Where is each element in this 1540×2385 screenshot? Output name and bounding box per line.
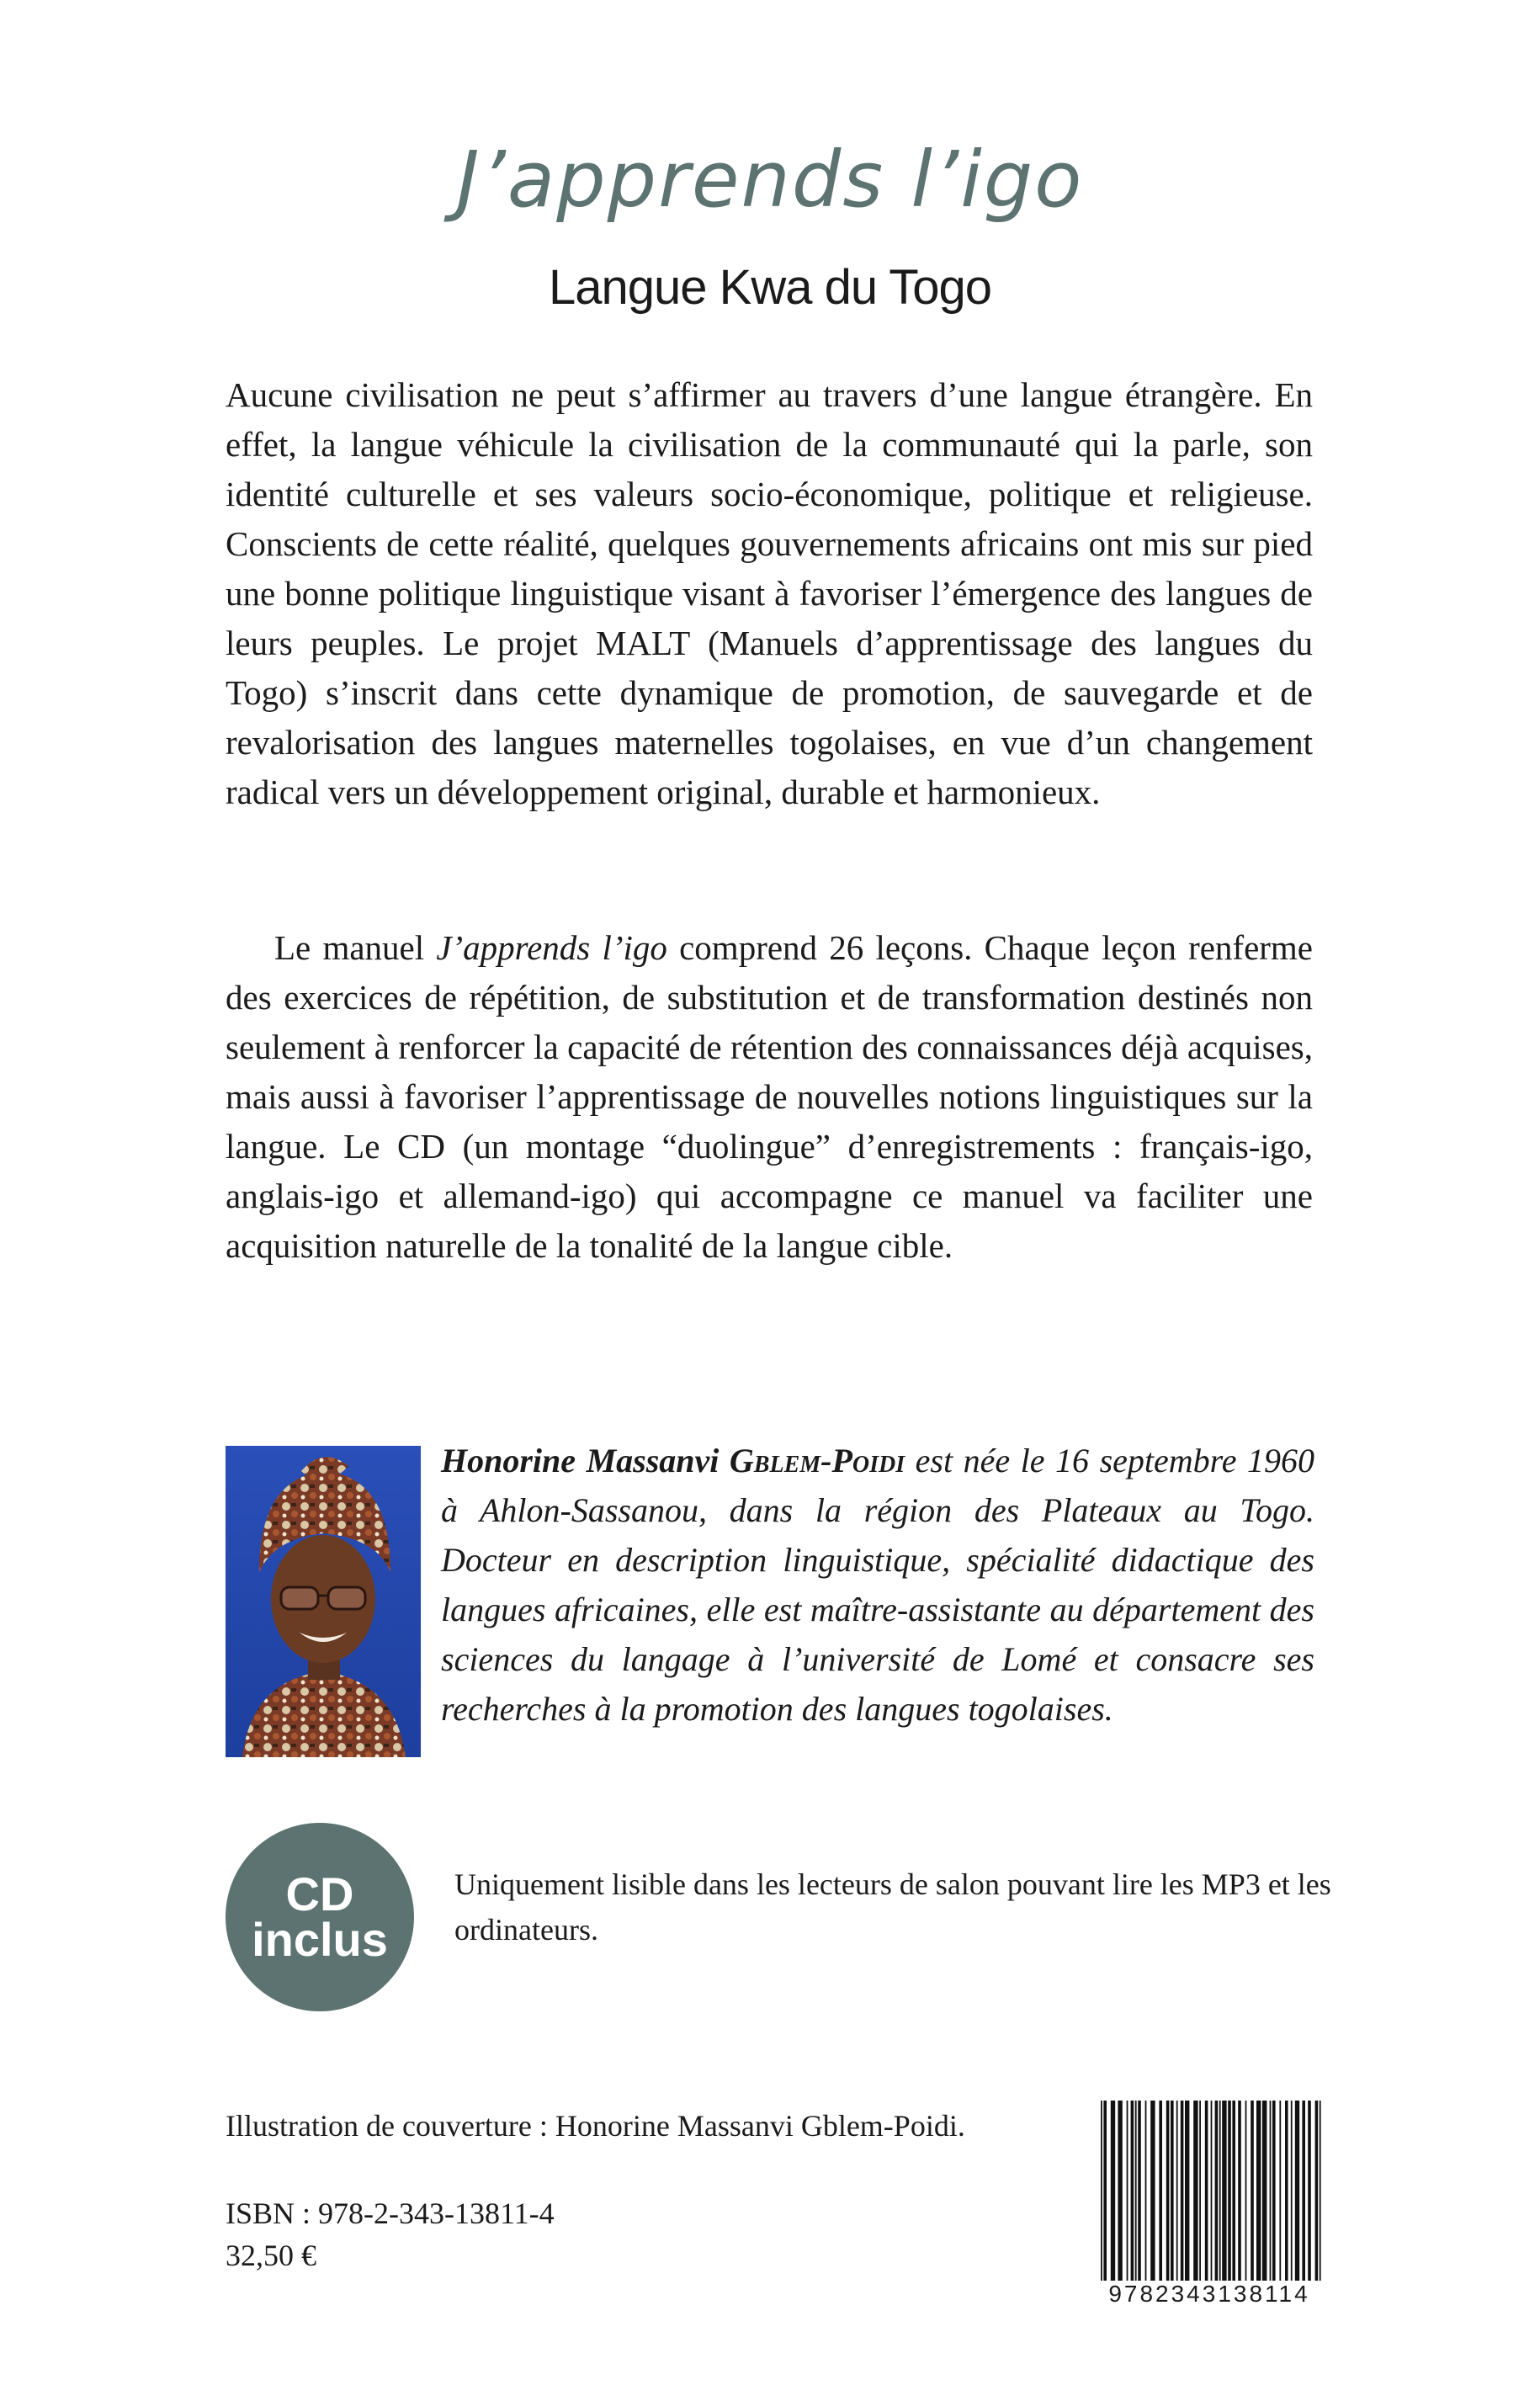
book-subtitle: Langue Kwa du Togo [549,260,991,315]
barcode-bar [1150,2101,1155,2281]
barcode-bar [1185,2101,1189,2281]
barcode-bar [1272,2101,1276,2281]
barcode-bar [1245,2101,1247,2281]
barcode-bar [1211,2101,1213,2281]
barcode-bar [1103,2101,1107,2281]
barcode-bar [1199,2101,1201,2281]
cd-badge-line2: inclus [252,1913,388,1966]
barcode-bar [1138,2101,1141,2281]
barcode-bar [1118,2101,1122,2281]
cd-included-badge [226,1823,414,2011]
barcode-bar [1171,2101,1174,2281]
barcode-bar [1232,2101,1235,2281]
barcode-bar [1295,2101,1299,2281]
barcode-bar [1320,2101,1321,2281]
barcode-bar [1193,2101,1197,2281]
barcode-bar [1262,2101,1267,2281]
author-portrait-illustration [226,1446,421,1757]
intro-paragraph: Aucune civilisation ne peut s’affirmer au travers d’une langue étrangère. En effet, la langue véhicule la civilisation de la communauté qui la parle, son identité culturelle et ses valeurs socio-économique, politique et religieuse. Conscients de cette réalité, quelques gouvernements africains ont mis sur pied une bonne politique linguistique visant à favoriser l’émergence des langues de leurs peuples. Le projet MALT (Manuels d’apprentissage des langues du Togo) s’inscrit dans cette dynamique de promotion, de sauvegarde et de revalorisation des langues maternelles togolaises, en vue d’un changement radical vers un développement original, durable et harmonieux. [226,375,1313,811]
author-photo [226,1446,421,1757]
barcode-bar [1228,2101,1231,2281]
cd-compatibility-note: Uniquement lisible dans les lecteurs de salon pouvant lire les MP3 et les ordinateurs. [454,1867,1331,1947]
barcode [1097,2101,1323,2281]
barcode-bar [1205,2101,1208,2281]
barcode-bar [1270,2101,1272,2281]
barcode-bar [1166,2101,1170,2281]
barcode-bar [1285,2101,1288,2281]
barcode-bar [1159,2101,1162,2281]
author-bio [441,1436,1314,1734]
barcode-bar [1135,2101,1137,2281]
barcode-bar [1111,2101,1115,2281]
barcode-bar [1176,2101,1178,2281]
inline-book-title: J’apprends l’igo [436,928,667,967]
barcode-bar [1131,2101,1134,2281]
manual-description-paragraph [226,923,1313,1271]
barcode-digits: 9782343138114 [1108,2281,1310,2307]
barcode-bar [1238,2101,1241,2281]
cover-illustration-credit: Illustration de couverture : Honorine Massanvi Gblem-Poidi. [226,2109,965,2143]
author-first-names: Honorine Massanvi [441,1442,730,1479]
barcode-bar [1222,2101,1226,2281]
barcode-bar [1256,2101,1261,2281]
author-name [441,1442,905,1479]
isbn: ISBN : 978-2-343-13811-4 [226,2196,555,2230]
cd-badge-line1: CD [285,1867,354,1920]
barcode-bar [1101,2101,1102,2281]
barcode-bar [1127,2101,1128,2281]
barcode-bar [1279,2101,1281,2281]
barcode-bar [1219,2101,1221,2281]
barcode-bar [1302,2101,1305,2281]
barcode-bar [1291,2101,1293,2281]
barcode-bar [1181,2101,1184,2281]
paragraph-prefix: Le manuel [274,928,437,967]
paragraph-suffix: comprend 26 leçons. Chaque leçon renferme des exercices de répétition, de substitution et de transformation destinés non seulement à renforcer la capacité de rétention des connaissances déjà acquises, mais aussi à favoriser l’apprentissage de nouvelles notions linguistiques sur la langue. Le CD (un montage “duolingue” d’enregistrements : français-igo, anglais-igo et allemand-igo) qui accompagne ce manuel va faciliter une acquisition naturelle de la tonalité de la langue cible. [226,928,1314,1265]
barcode-bar [1315,2101,1319,2281]
barcode-bar [1215,2101,1219,2281]
author-surname: Gblem-Poidi [729,1442,905,1479]
barcode-bar [1308,2101,1311,2281]
author-bio-text: est née le 16 septembre 1960 à Ahlon-Sassanou, dans la région des Plateaux au Togo. Docteur en description linguistique, spécialité didactique des langues africaines, elle est maître-assistante au département des sciences du langage à l’université de Lomé et consacre ses recherches à la promotion des langues togolaises. [441,1442,1314,1728]
book-title: J’apprends l’igo [456,135,1084,225]
price: 32,50 € [226,2239,316,2272]
barcode-bar [1145,2101,1147,2281]
barcode-bar [1251,2101,1254,2281]
